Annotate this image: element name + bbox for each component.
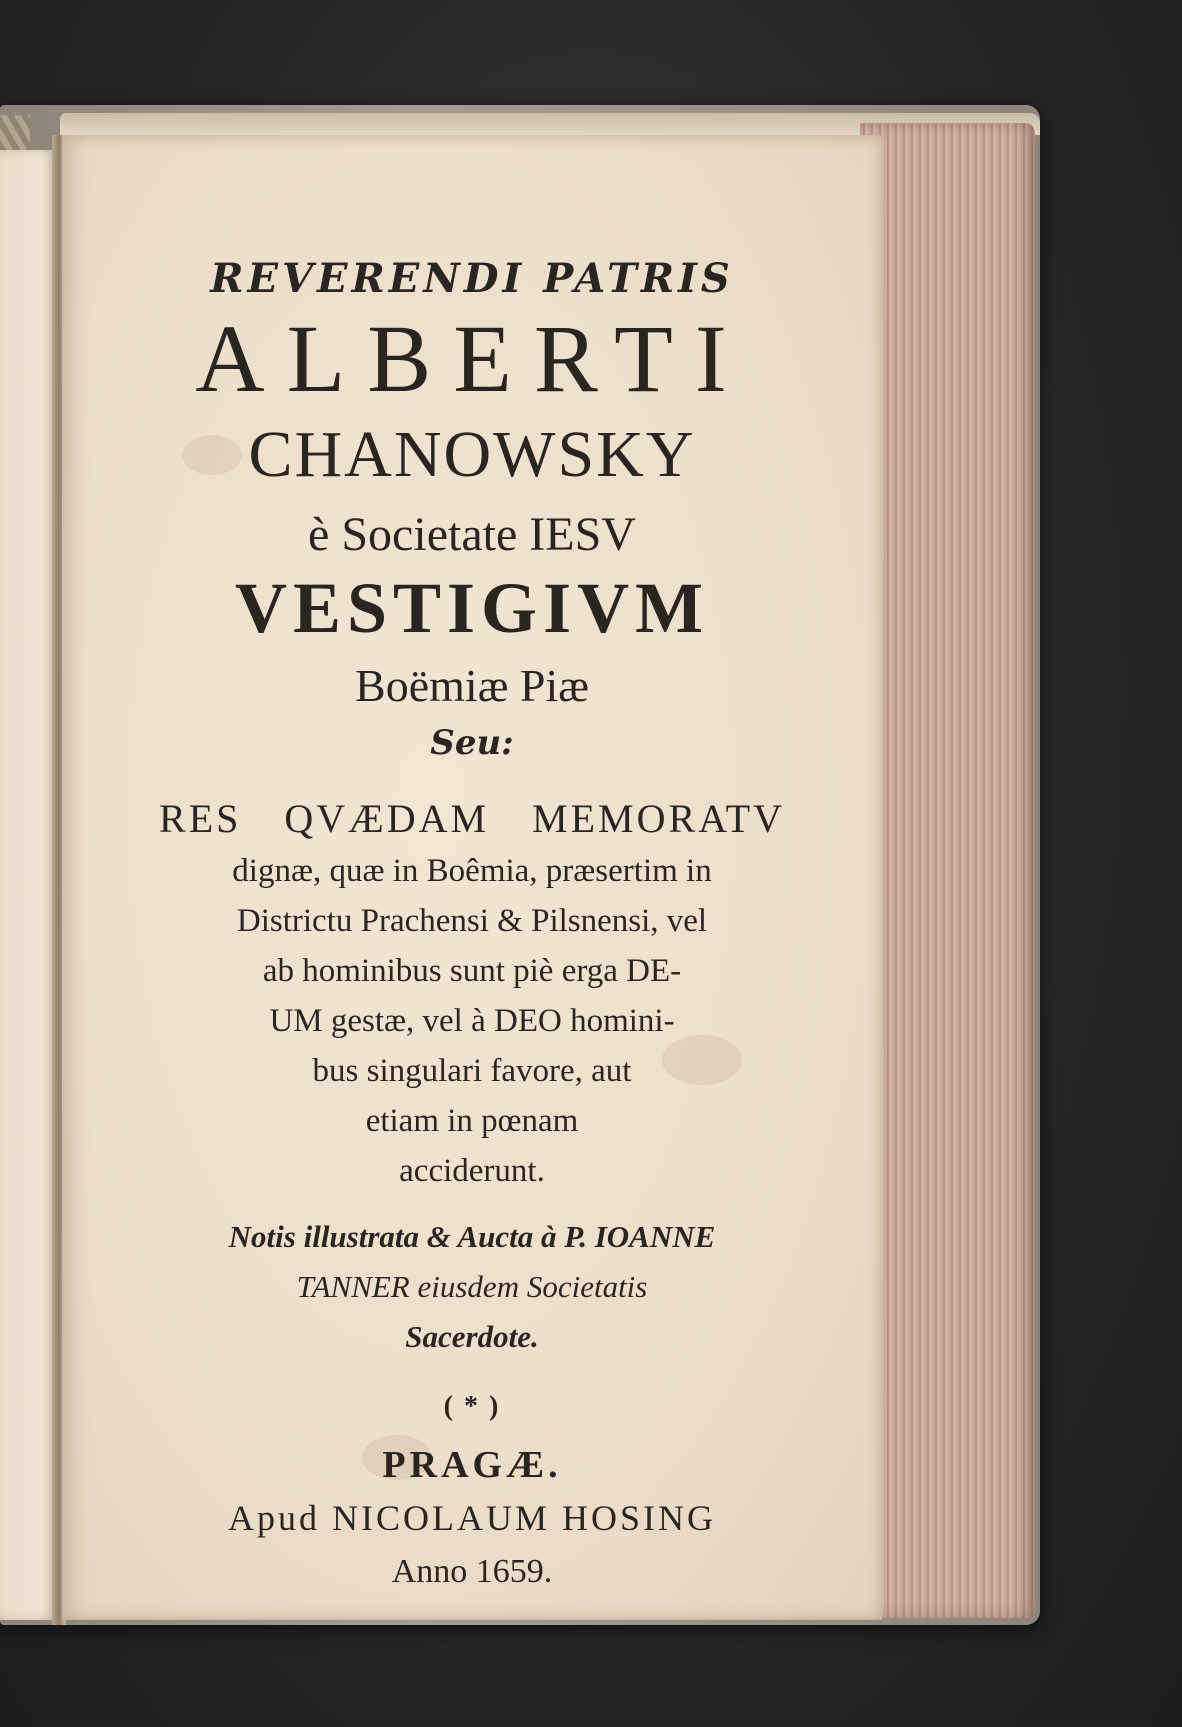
editor-line-3: Sacerdote. [405,1319,539,1354]
body-line-7: acciderunt. [399,1153,545,1189]
title-line-boemiae: Boëmiæ Piæ [355,660,589,711]
body-line-6: etiam in pœnam [365,1103,579,1139]
title-page [62,135,882,1620]
editor-line-2: TANNER eiusdem Societatis [296,1269,648,1304]
imprint-place: PRAGÆ. [382,1444,562,1486]
book [0,95,1050,1635]
title-line-seu: Seu: [430,723,514,763]
body-line-4: UM gestæ, vel à DEO homini- [269,1003,675,1039]
title-line-reverendi-patris: REVERENDI PATRIS [210,255,734,302]
title-line-chanowsky: CHANOWSKY [248,418,696,491]
title-line-alberti: ALBERTI [195,305,749,412]
title-line-societate: è Societate IESV [308,508,636,561]
imprint-year: Anno 1659. [391,1553,553,1590]
body-line-1: dignæ, quæ in Boêmia, præsertim in [232,853,712,889]
left-page-sliver [0,150,58,1620]
page-block-fore-edge [860,123,1035,1618]
title-line-vestigium: VESTIGIVM [234,568,710,648]
body-line-5: bus singulari favore, aut [312,1053,632,1089]
printer-ornament: ( * ) [443,1391,501,1422]
title-line-res-quaedam: RES QVÆDAM MEMORATV [159,796,785,841]
imprint-printer: Apud NICOLAUM HOSING [228,1498,716,1538]
body-line-3: ab hominibus sunt piè erga DE- [262,953,682,989]
editor-line-1: Notis illustrata & Aucta à P. IOANNE [228,1219,716,1254]
body-line-2: Districtu Prachensi & Pilsnensi, vel [236,903,708,939]
